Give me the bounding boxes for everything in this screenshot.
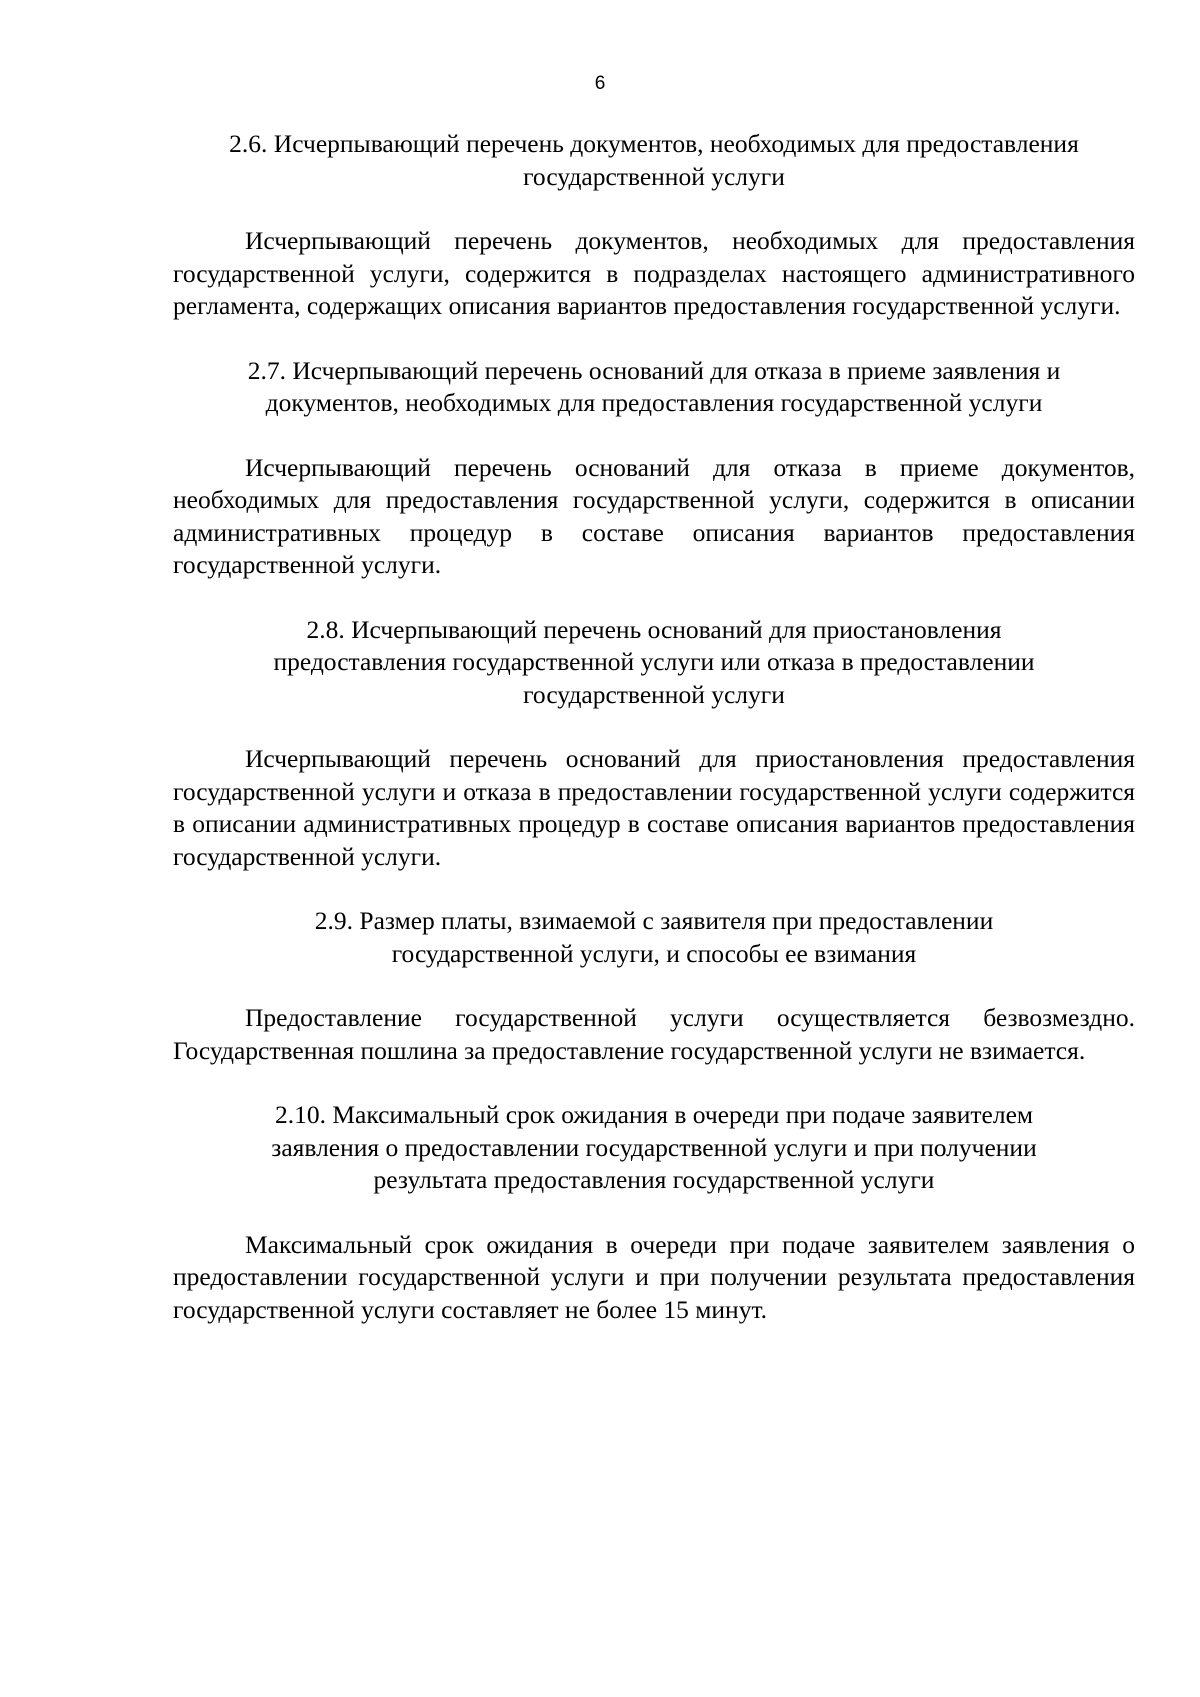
heading-line: 2.10. Максимальный срок ожидания в очереди при подаче заявителем [274, 1100, 1034, 1129]
section-2-6 [173, 128, 1135, 355]
section-heading [173, 614, 1135, 712]
heading-line: документов, необходимых для предоставления государственной услуги [265, 388, 1043, 417]
heading-line: 2.6. Исчерпывающий перечень документов, необходимых для предоставления [229, 129, 1079, 158]
heading-line: 2.9. Размер платы, взимаемой с заявителя при предоставлении [314, 906, 994, 935]
section-paragraph: Исчерпывающий перечень оснований для приостановления предоставления государственной услуги и отказа в предоставлении государственной услуги содержится в описании административных процедур в составе описания вариантов предоставления государственной услуги. [173, 744, 1135, 871]
heading-line: государственной услуги, и способы ее взимания [391, 938, 917, 968]
section-heading [173, 1099, 1135, 1197]
page-number: 6 [594, 73, 606, 94]
section-paragraph: Предоставление государственной услуги осуществляется безвозмездно. Государственная пошлина за предоставление государственной услуги не взимается. [173, 1003, 1135, 1065]
document-body [173, 128, 1135, 1326]
section-2-8 [173, 614, 1135, 906]
heading-line: 2.7. Исчерпывающий перечень оснований для отказа в приеме заявления и [247, 355, 1061, 385]
heading-line: предоставления государственной услуги или отказа в предоставлении [273, 647, 1035, 676]
section-2-7 [173, 355, 1135, 614]
heading-line: государственной услуги [523, 161, 785, 191]
section-paragraph: Максимальный срок ожидания в очереди при подаче заявителем заявления о предоставлении государственной услуги и при получении результата предоставления государственной услуги составляет не более 15 минут. [173, 1229, 1135, 1324]
heading-line: заявления о предоставлении государственной услуги и при получении [271, 1132, 1037, 1162]
section-heading [173, 905, 1135, 970]
section-heading [173, 355, 1135, 420]
section-paragraph: Исчерпывающий перечень документов, необходимых для предоставления государственной услуги, содержится в подразделах настоящего административного регламента, содержащих описания вариантов предоставления государственной услуги. [173, 226, 1135, 320]
heading-line: государственной услуги [523, 679, 785, 709]
section-paragraph: Исчерпывающий перечень оснований для отказа в приеме документов, необходимых для предоставления государственной услуги, содержится в описании административных процедур в составе описания вариантов предоставления государственной услуги. [173, 452, 1135, 579]
section-2-9 [173, 905, 1135, 1099]
heading-line: 2.8. Исчерпывающий перечень оснований для приостановления [306, 614, 1002, 644]
heading-line: результата предоставления государственной услуги [373, 1165, 935, 1194]
section-heading [173, 128, 1135, 193]
section-2-10 [173, 1099, 1135, 1326]
